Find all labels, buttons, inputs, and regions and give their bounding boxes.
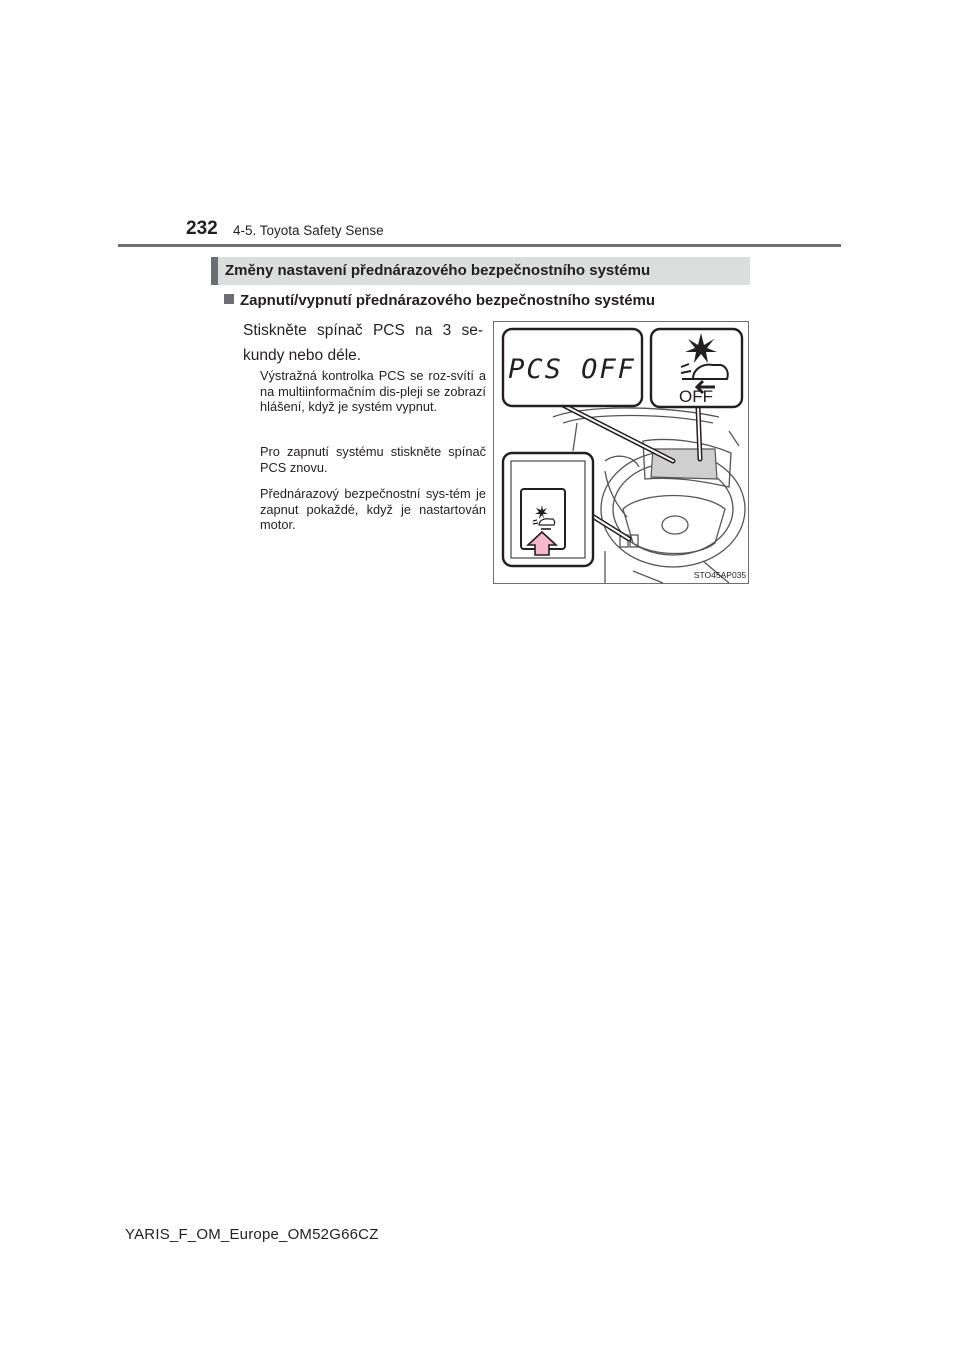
subheading-text: Zapnutí/vypnutí přednárazového bezpečnostního systému bbox=[240, 292, 656, 309]
dashboard-drawing bbox=[493, 321, 749, 584]
subheading bbox=[224, 292, 655, 309]
note-paragraph: Výstražná kontrolka PCS se roz-svítí a na multiinformačním dis-pleji se zobrazí hlášení, když je systém vypnut. bbox=[260, 368, 486, 415]
section-band bbox=[211, 257, 750, 285]
indicator-off-label: OFF bbox=[679, 387, 713, 406]
page-number: 232 bbox=[186, 218, 218, 239]
note-paragraph: Pro zapnutí systému stiskněte spínač PCS znovu. bbox=[260, 444, 486, 475]
note-paragraph: Přednárazový bezpečnostní sys-tém je zapnut pokaždé, když je nastartován motor. bbox=[260, 486, 486, 533]
instruction-text: Stiskněte spínač PCS na 3 se-kundy nebo déle. bbox=[243, 322, 483, 364]
section-title: 4-5. Toyota Safety Sense bbox=[233, 223, 384, 238]
square-bullet-icon bbox=[224, 294, 234, 304]
dashboard-illustration bbox=[493, 321, 749, 584]
header-rule bbox=[118, 244, 841, 247]
band-accent bbox=[211, 257, 218, 285]
footer-code: YARIS_F_OM_Europe_OM52G66CZ bbox=[125, 1226, 379, 1243]
band-title: Změny nastavení přednárazového bezpečnostního systému bbox=[225, 262, 651, 279]
display-message: PCS OFF bbox=[508, 354, 636, 385]
figure-code: STO45AP035 bbox=[693, 570, 747, 580]
